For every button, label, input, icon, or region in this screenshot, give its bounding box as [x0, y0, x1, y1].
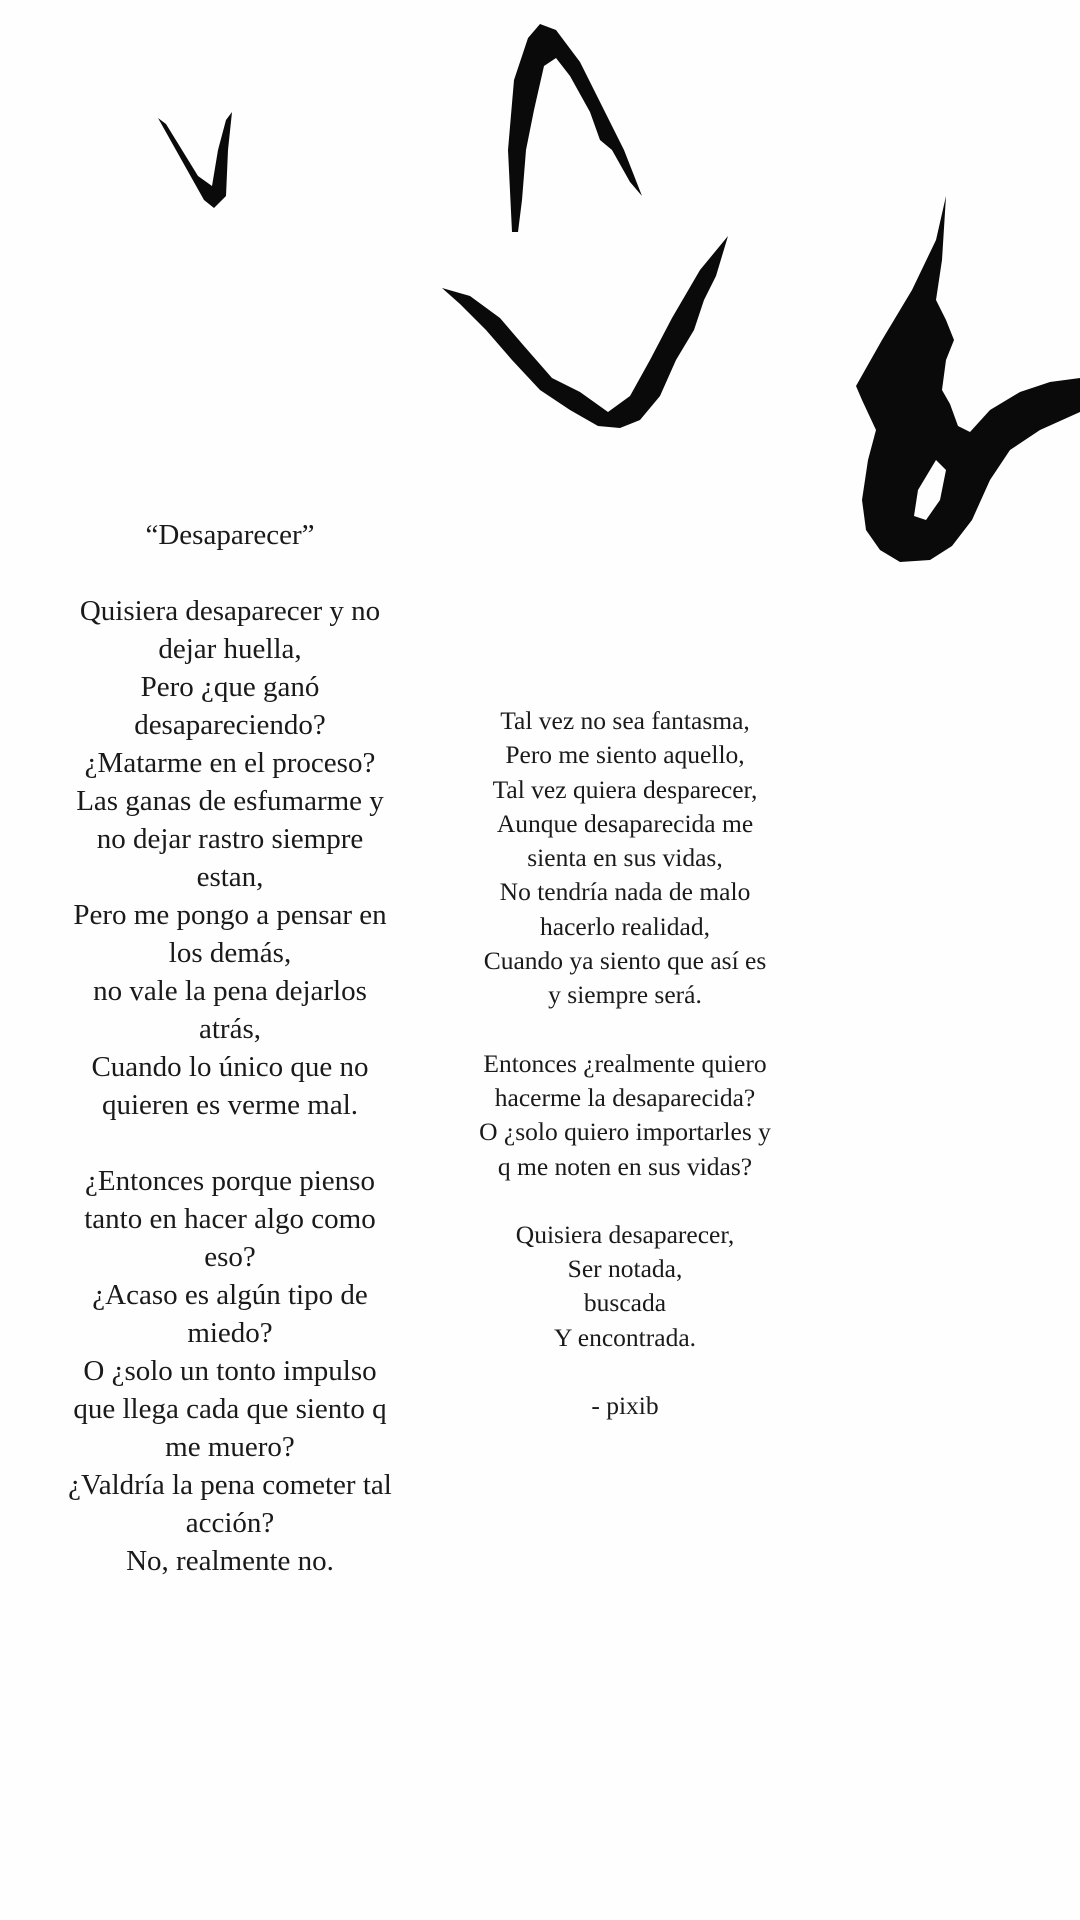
poem-right-line: Entonces ¿realmente quiero [483, 1048, 767, 1078]
poem-left-line: tanto en hacer algo como [84, 1203, 376, 1235]
poem-right-line: sienta en sus vidas, [527, 843, 723, 873]
poem-right-line: buscada [583, 1288, 667, 1318]
poem-right-line: Pero me siento aquello, [505, 740, 745, 770]
poem-left-line: acción? [185, 1507, 275, 1539]
left-stanzas [30, 592, 430, 1580]
poem-left-line: desapareciendo? [134, 709, 326, 741]
poem-left-line: dejar huella, [158, 633, 302, 665]
poem-left-line: Las ganas de esfumarme y [76, 785, 384, 817]
poem-right-line: - pixib [591, 1391, 659, 1421]
bat-icon [442, 236, 728, 428]
poem-right-line: Y encontrada. [553, 1322, 697, 1352]
poem-right-line: Ser notada, [567, 1254, 683, 1284]
poem-right-line: q me noten en sus vidas? [497, 1151, 753, 1181]
poem-right-line: No tendría nada de malo [499, 877, 751, 907]
poem-left-line: que llega cada que siento q [73, 1393, 387, 1425]
poem-left-line: me muero? [165, 1431, 295, 1463]
poem-left-line: quieren es verme mal. [101, 1089, 359, 1121]
poem-left-line: no dejar rastro siempre [96, 823, 364, 855]
right-stanzas [445, 704, 805, 1423]
poem-right-line: hacerlo realidad, [540, 911, 710, 941]
poem-left-column [30, 516, 430, 1580]
poem-right-line: Tal vez quiera desparecer, [492, 774, 758, 804]
poem-left-line: Pero ¿que ganó [140, 671, 320, 703]
poem-left-line: ¿Valdría la pena cometer tal [68, 1469, 392, 1501]
poem-left-line: miedo? [187, 1317, 273, 1349]
poem-right-line: Aunque desaparecida me [496, 808, 754, 838]
bat-icon [158, 112, 232, 208]
poem-left-line: los demás, [168, 937, 292, 969]
poem-left-line: Cuando lo único que no [91, 1051, 369, 1083]
poem-right-line: O ¿solo quiero importarles y [479, 1117, 771, 1147]
poem-right-line: hacerme la desaparecida? [494, 1082, 756, 1112]
poem-title: “Desaparecer” [145, 519, 315, 551]
poem-left-line: ¿Matarme en el proceso? [84, 747, 376, 779]
poem-left-line: atrás, [199, 1013, 261, 1045]
poem-left-line: no vale la pena dejarlos [93, 975, 367, 1007]
poem-right-line: Tal vez no sea fantasma, [500, 706, 750, 735]
poem-left-line: O ¿solo un tonto impulso [83, 1355, 377, 1387]
bats-illustration [0, 0, 1080, 600]
poem-left-line: ¿Acaso es algún tipo de [92, 1279, 368, 1311]
poem-left-line: ¿Entonces porque pienso [85, 1165, 375, 1197]
poem-left-line: eso? [204, 1241, 256, 1273]
poem-left-line: estan, [196, 861, 264, 893]
poem-left-line: Pero me pongo a pensar en [73, 899, 387, 931]
poem-left-line: No, realmente no. [126, 1545, 334, 1577]
bat-icon [856, 196, 1080, 562]
poem-right-column [445, 704, 805, 1423]
poem-left-line: Quisiera desaparecer y no [79, 595, 381, 627]
bat-icon [508, 24, 642, 232]
poem-right-line: y siempre será. [548, 980, 702, 1010]
poem-right-line: Cuando ya siento que así es [483, 946, 767, 976]
poem-right-line: Quisiera desaparecer, [515, 1219, 735, 1249]
